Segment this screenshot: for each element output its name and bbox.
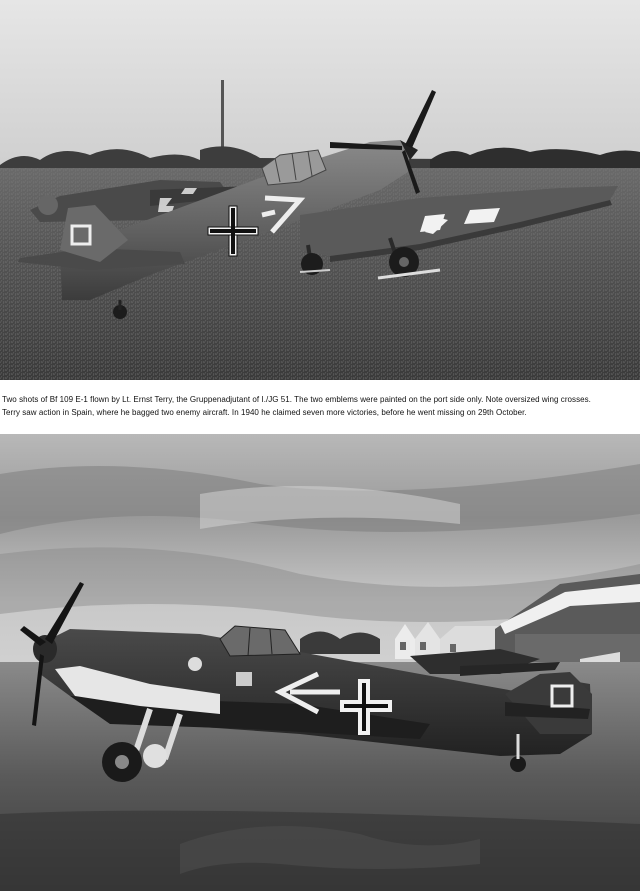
photo-bottom [0, 434, 640, 891]
photo-top [0, 0, 640, 380]
top-photo-image [0, 0, 640, 380]
bottom-photo-image [0, 434, 640, 891]
caption-text: Two shots of Bf 109 E-1 flown by Lt. Ernst Terry, the Gruppenadjutant of I./JG 51. The two emblems were painted on the port side only. Note oversized wing crosses. Terry saw action in Spain, where he bagged two enemy aircraft. In 1940 he claimed seven more victories, before he went missing on 29th October. [2, 394, 591, 417]
photo-caption [2, 380, 638, 432]
